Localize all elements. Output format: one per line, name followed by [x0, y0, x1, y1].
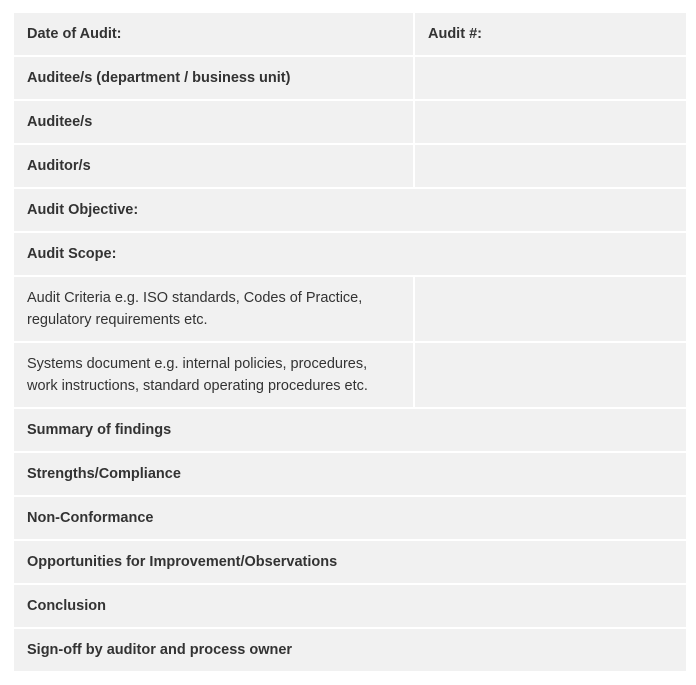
row-auditors: [14, 145, 686, 187]
row-conclusion: [14, 585, 686, 627]
row-auditee-department: [14, 57, 686, 99]
auditors-value[interactable]: [415, 145, 686, 187]
row-non-conformance: [14, 497, 686, 539]
systems-document-value[interactable]: [415, 343, 686, 407]
sign-off-label: Sign-off by auditor and process owner: [14, 629, 686, 671]
strengths-compliance-label: Strengths/Compliance: [14, 453, 686, 495]
date-of-audit-label: Date of Audit:: [14, 13, 413, 55]
conclusion-label: Conclusion: [14, 585, 686, 627]
audit-objective-label: Audit Objective:: [14, 189, 686, 231]
opportunities-label: Opportunities for Improvement/Observations: [14, 541, 686, 583]
audit-scope-label: Audit Scope:: [14, 233, 686, 275]
audit-criteria-value[interactable]: [415, 277, 686, 341]
auditee-department-label: Auditee/s (department / business unit): [14, 57, 413, 99]
systems-document-line-1: Systems document e.g. internal policies, procedures,: [27, 356, 368, 372]
audit-number-label: Audit #:: [415, 13, 686, 55]
row-audit-objective: [14, 189, 686, 231]
row-opportunities: [14, 541, 686, 583]
audit-form-table: [12, 11, 688, 673]
row-auditees: [14, 101, 686, 143]
row-sign-off: [14, 629, 686, 671]
auditee-department-value[interactable]: [415, 57, 686, 99]
row-audit-criteria: [14, 277, 686, 341]
systems-document-label: [14, 343, 413, 407]
audit-criteria-label: [14, 277, 413, 341]
non-conformance-label: Non-Conformance: [14, 497, 686, 539]
row-strengths-compliance: [14, 453, 686, 495]
auditors-label: Auditor/s: [14, 145, 413, 187]
audit-criteria-line-1: Audit Criteria e.g. ISO standards, Codes of Practice,: [27, 290, 363, 306]
systems-document-line-2: work instructions, standard operating procedures etc.: [27, 378, 368, 394]
row-audit-scope: [14, 233, 686, 275]
row-summary-of-findings: [14, 409, 686, 451]
auditees-value[interactable]: [415, 101, 686, 143]
audit-criteria-line-2: regulatory requirements etc.: [27, 312, 208, 328]
auditees-label: Auditee/s: [14, 101, 413, 143]
summary-of-findings-label: Summary of findings: [14, 409, 686, 451]
row-systems-document: [14, 343, 686, 407]
row-date-of-audit: [14, 13, 686, 55]
